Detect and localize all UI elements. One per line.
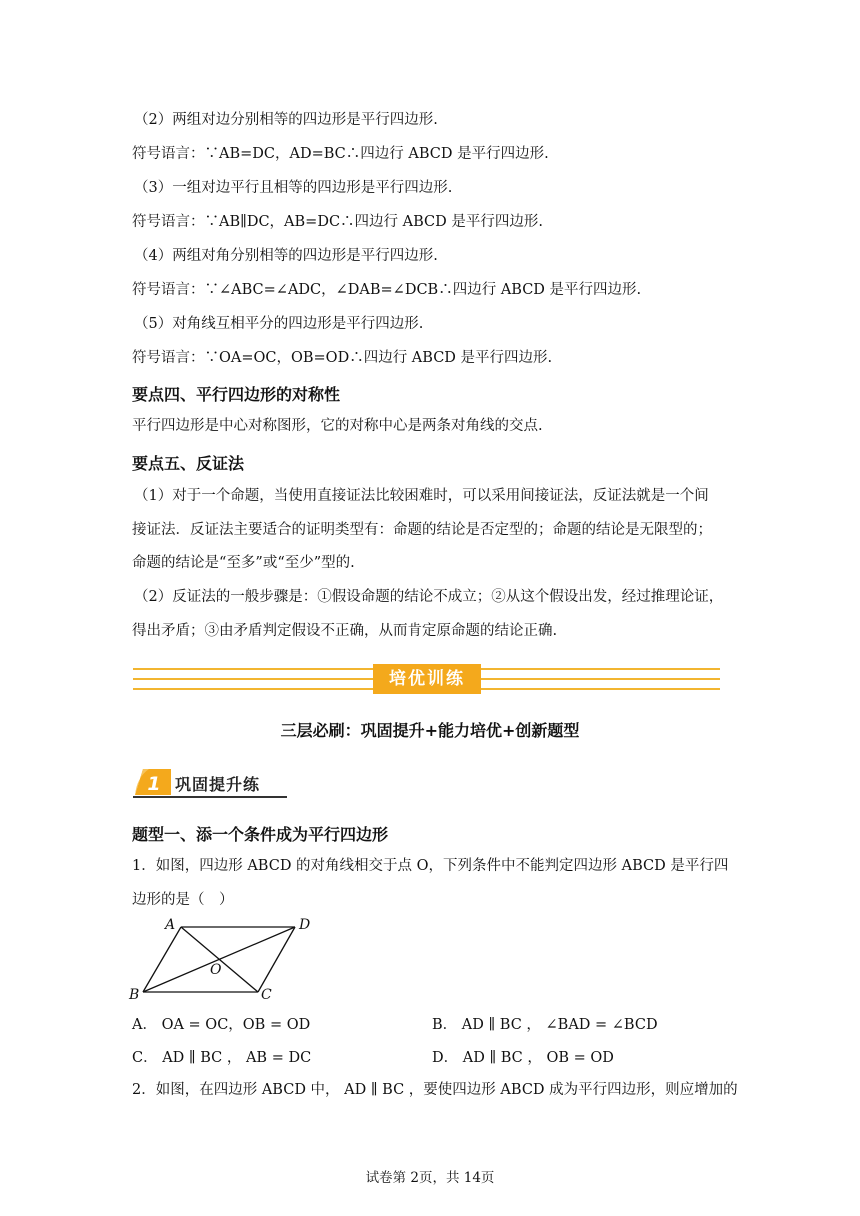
section-badge (133, 767, 293, 799)
option-c[interactable]: C． AD ∥ BC ， AB = DC (132, 1050, 312, 1066)
section-label: 巩固提升练 (175, 775, 261, 794)
question-1-line-1: 1．如图，四边形 ABCD 的对角线相交于点 O，下列条件中不能判定四边形 ABCD 是平行四 (132, 858, 729, 874)
key-point-5-heading: 要点五、反证法 (132, 454, 245, 473)
criterion-5-symbolic: 符号语言：∵OA=OC，OB=OD∴四边行 ABCD 是平行四边形. (132, 350, 553, 366)
contradiction-para-2-line-2: 得出矛盾；③由矛盾判定假设不正确，从而肯定原命题的结论正确. (132, 623, 558, 639)
criterion-5-text: （5）对角线互相平分的四边形是平行四边形. (134, 316, 424, 332)
question-type-heading: 题型一、添一个条件成为平行四边形 (132, 825, 389, 844)
criterion-3-text: （3）一组对边平行且相等的四边形是平行四边形. (134, 180, 453, 196)
contradiction-para-2-line-1: （2）反证法的一般步骤是：①假设命题的结论不成立；②从这个假设出发，经过推理论证， (134, 589, 724, 605)
contradiction-para-1-line-2: 接证法．反证法主要适合的证明类型有：命题的结论是否定型的；命题的结论是无限型的； (132, 522, 712, 538)
training-banner (133, 664, 720, 694)
page-footer: 试卷第 2页，共 14页 (365, 1170, 495, 1186)
option-b[interactable]: B． AD ∥ BC ， ∠BAD = ∠BCD (432, 1017, 658, 1033)
section-number: 1 (147, 773, 161, 795)
banner-label: 培优训练 (373, 664, 481, 694)
section-subtitle: 三层必刷：巩固提升+能力培优+创新题型 (280, 721, 580, 740)
section-underline (133, 796, 287, 798)
option-d[interactable]: D． AD ∥ BC ， OB = OD (432, 1050, 614, 1066)
question-2-line-1: 2．如图，在四边形 ABCD 中， AD ∥ BC ，要使四边形 ABCD 成为平行四边形，则应增加的 (132, 1082, 738, 1098)
question-1-line-2: 边形的是（ ） (132, 892, 234, 908)
section-number-shape (133, 767, 173, 797)
key-point-4-heading: 要点四、平行四边形的对称性 (132, 385, 341, 404)
criterion-2-symbolic: 符号语言：∵AB=DC，AD=BC∴四边行 ABCD 是平行四边形. (132, 146, 549, 162)
vertex-label-d: D (299, 917, 311, 933)
symmetry-text: 平行四边形是中心对称图形，它的对称中心是两条对角线的交点. (132, 418, 543, 434)
vertex-label-c: C (261, 987, 272, 1003)
parallelogram-figure (127, 912, 327, 1004)
intersection-label-o: O (210, 962, 222, 978)
side-ab (143, 927, 181, 992)
criterion-3-symbolic: 符号语言：∵AB∥DC，AB=DC∴四边行 ABCD 是平行四边形. (132, 214, 543, 230)
contradiction-para-1-line-1: （1）对于一个命题，当使用直接证法比较困难时，可以采用间接证法，反证法就是一个间 (134, 488, 709, 504)
side-dc (258, 927, 295, 992)
option-a[interactable]: A． OA = OC，OB = OD (132, 1017, 311, 1033)
criterion-2-text: （2）两组对边分别相等的四边形是平行四边形. (134, 112, 438, 128)
vertex-label-a: A (165, 917, 176, 933)
diagonal-bd (143, 927, 295, 992)
criterion-4-text: （4）两组对角分别相等的四边形是平行四边形. (134, 248, 438, 264)
contradiction-para-1-line-3: 命题的结论是“至多”或“至少”型的. (132, 555, 355, 571)
vertex-label-b: B (129, 987, 140, 1003)
criterion-4-symbolic: 符号语言：∵∠ABC=∠ADC，∠DAB=∠DCB∴四边行 ABCD 是平行四边形. (132, 282, 642, 298)
